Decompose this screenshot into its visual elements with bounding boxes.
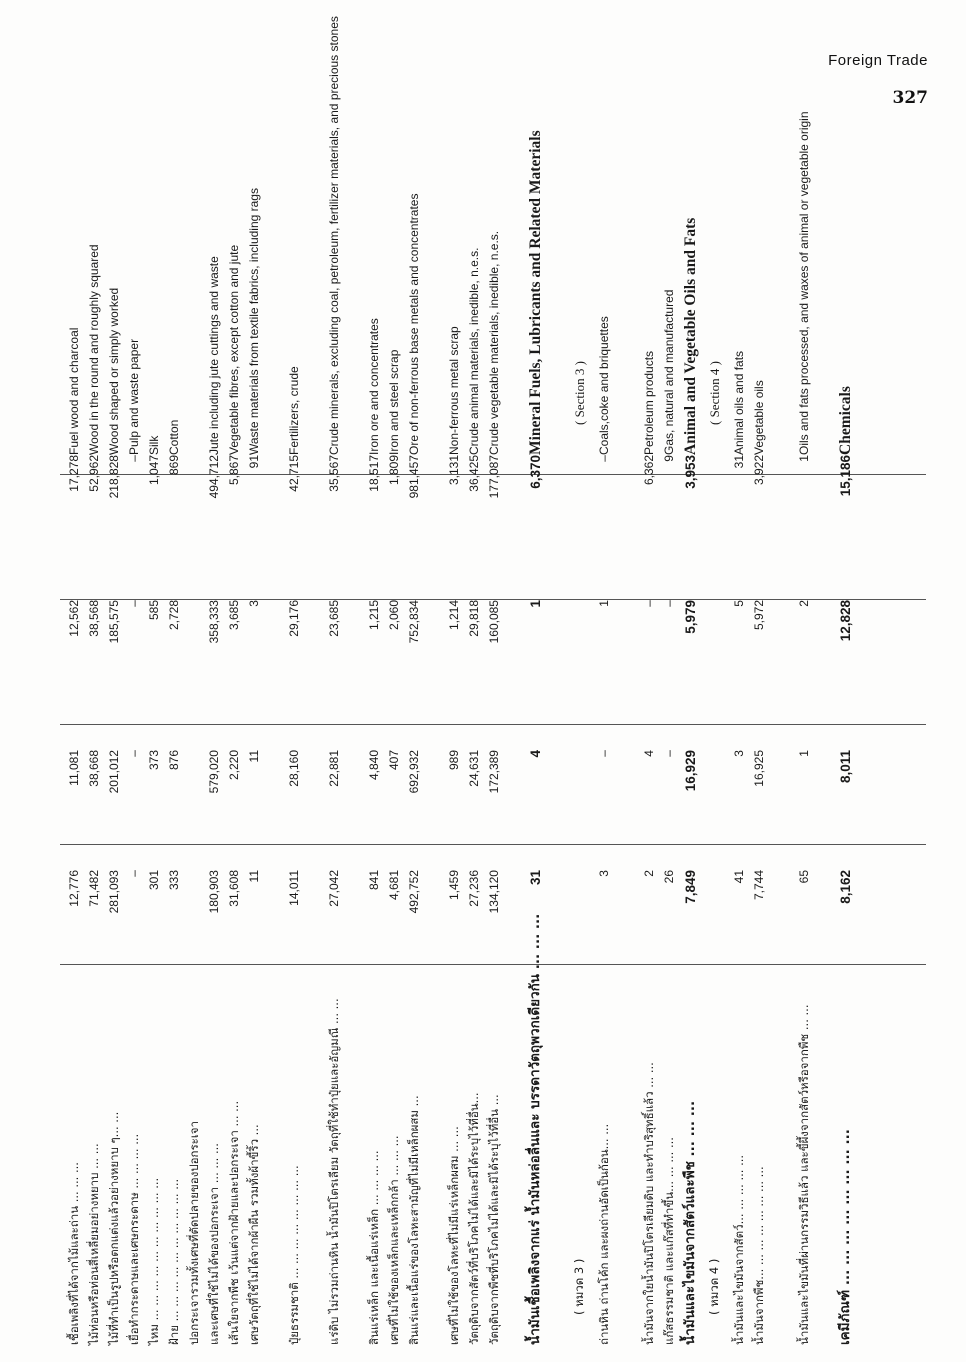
thai-label: ฝ้าย ... ... ... ... ... ... ... ... ... ... xyxy=(167,1178,181,1345)
thai-label: ( หมวด 3 ) xyxy=(572,1258,586,1315)
english-label: Wood shaped or simply worked xyxy=(107,287,121,455)
value-col-1: 27,236 xyxy=(467,870,481,907)
english-label: Vegetable fibres, except cotton and jute xyxy=(227,244,241,455)
english-label: Gas, natural and manufactured xyxy=(662,289,676,455)
table-row xyxy=(408,5,442,1345)
value-col-1: 4,681 xyxy=(387,870,401,901)
value-col-3: – xyxy=(127,600,141,607)
value-col-1: 180,903 xyxy=(207,870,221,914)
value-col-2: 4,840 xyxy=(367,750,381,781)
thai-label: แร่ดิบ ไม่รวมถ่านหิน น้ำมันปิโตรเลียม วัตถุที่ใช้ทำปุ๋ยและอัญมณี ... ... xyxy=(327,998,341,1345)
value-col-3: 1,214 xyxy=(447,600,461,631)
thai-label: น้ำมันเชื้อเพลิงจากแร่ น้ำมันหล่อลื่นและ บรรดาวัตถุพวกเดียวกัน ... ... ... xyxy=(527,913,543,1345)
value-col-4: – xyxy=(597,455,611,462)
value-col-3: 2,060 xyxy=(387,600,401,631)
value-col-3: 38,568 xyxy=(87,600,101,637)
english-label: Fertilizers, crude xyxy=(287,366,301,455)
value-col-2: 4 xyxy=(528,750,543,758)
value-col-2: – xyxy=(127,750,141,757)
value-col-4: 6,370 xyxy=(528,455,543,489)
english-label: ( Section 3 ) xyxy=(572,361,587,425)
value-col-1: 3 xyxy=(597,870,611,877)
value-col-4: 6,362 xyxy=(642,455,656,486)
value-col-2: – xyxy=(597,750,611,757)
table-row xyxy=(288,5,308,1345)
value-col-4: 15,186 xyxy=(838,455,853,497)
value-col-4: 3,131 xyxy=(447,455,461,486)
value-col-1: 11 xyxy=(247,870,261,883)
thai-label: ปอกระเจารวมทั้งเศษที่ตัดปลายของปอกระเจา xyxy=(187,1121,201,1345)
value-col-3: 1 xyxy=(528,600,543,608)
table-row xyxy=(528,5,568,1345)
table-row xyxy=(838,5,858,1345)
table-row xyxy=(683,5,703,1345)
value-col-2: 16,925 xyxy=(752,750,766,787)
value-col-3: 2,728 xyxy=(167,600,181,631)
value-col-1: 7,849 xyxy=(683,870,698,904)
value-col-4: 35,567 xyxy=(327,455,341,492)
table-row xyxy=(128,5,148,1345)
value-col-1: 333 xyxy=(167,870,181,891)
value-col-1: 134,120 xyxy=(487,870,501,914)
table-row xyxy=(488,5,508,1345)
english-label: Vegetable oils xyxy=(752,380,766,455)
value-col-4: 1 xyxy=(797,455,811,462)
value-col-3: 29,818 xyxy=(467,600,481,637)
english-label: Waste materials from textile fabrics, including rags xyxy=(247,188,261,455)
value-col-2: 8,011 xyxy=(838,750,853,784)
thai-label: น้ำมันจากพืช... ... ... ... ... ... ... ... xyxy=(752,1166,766,1345)
value-col-4: 5,867 xyxy=(227,455,241,486)
value-col-2: 201,012 xyxy=(107,750,121,794)
value-col-1: 281,093 xyxy=(107,870,121,914)
thai-label: สินแร่และเนื้อแร่ของโลหะสามัญที่ไม่มีเหล็กผสม ... xyxy=(407,1095,421,1345)
value-col-2: 16,929 xyxy=(683,750,698,792)
table-row xyxy=(708,5,728,1345)
value-col-2: 38,668 xyxy=(87,750,101,787)
value-col-1: 65 xyxy=(797,870,811,884)
thai-label: ( หมวด 4 ) xyxy=(707,1258,721,1315)
value-col-4: – xyxy=(127,455,141,462)
table-row xyxy=(368,5,388,1345)
english-label: Coals,coke and briquettes xyxy=(597,316,611,455)
table-row xyxy=(733,5,753,1345)
value-col-3: 12,562 xyxy=(67,600,81,637)
value-col-4: 3,922 xyxy=(752,455,766,486)
value-col-3: 358,333 xyxy=(207,600,221,644)
table-row xyxy=(108,5,128,1345)
english-label: Mineral Fuels, Lubricants and Related Materials xyxy=(527,130,544,455)
value-col-1: 841 xyxy=(367,870,381,891)
value-col-4: 31 xyxy=(732,455,746,469)
value-col-1: 14,011 xyxy=(287,870,301,906)
english-label: Silk xyxy=(147,435,161,455)
value-col-1: 12,776 xyxy=(67,870,81,907)
value-col-2: 579,020 xyxy=(207,750,221,794)
value-col-3: 1,215 xyxy=(367,600,381,631)
english-label: Animal oils and fats xyxy=(732,350,746,455)
value-col-4: 3,953 xyxy=(683,455,698,489)
value-col-3: 185,575 xyxy=(107,600,121,644)
value-col-1: 41 xyxy=(732,870,746,884)
value-col-3: – xyxy=(662,600,676,607)
thai-label: เส้นใยจากพืช เว้นแต่จากฝ้ายและปอกระเจา ... ... xyxy=(227,1100,241,1345)
value-col-1: 1,459 xyxy=(447,870,461,901)
table-row xyxy=(228,5,248,1345)
thai-label: และเศษที่ใช้ไม่ได้ของปอกระเจา ... ... ... xyxy=(207,1143,221,1345)
value-col-3: 1 xyxy=(597,600,611,607)
thai-label: น้ำมันและไขมันจากสัตว์และพืช ... ... ... xyxy=(682,1100,698,1345)
value-col-1: 8,162 xyxy=(838,870,853,904)
value-col-1: 26 xyxy=(662,870,676,884)
thai-label: ปุ๋ยธรรมชาติ ... ... ... ... ... ... ... ... xyxy=(287,1165,301,1345)
thai-label: สินแร่เหล็ก และเนื้อแร่เหล็ก ... ... ... ... xyxy=(367,1150,381,1345)
value-col-2: – xyxy=(662,750,676,757)
english-label: Cotton xyxy=(167,419,181,455)
table-row xyxy=(598,5,638,1345)
table-row xyxy=(88,5,108,1345)
value-col-1: 7,744 xyxy=(752,870,766,901)
page-number: 327 xyxy=(892,88,928,108)
value-col-2: 22,881 xyxy=(327,750,341,787)
value-col-4: 91 xyxy=(247,455,261,469)
value-col-3: 5,979 xyxy=(683,600,698,634)
table-row xyxy=(208,5,228,1345)
english-label: Animal and Vegetable Oils and Fats xyxy=(682,217,699,455)
thai-label: เยื่อทำกระดาษและเศษกระดาษ ... ... ... ... xyxy=(127,1133,141,1345)
value-col-2: 989 xyxy=(447,750,461,771)
table-row xyxy=(753,5,773,1345)
value-col-4: 1,809 xyxy=(387,455,401,486)
thai-label: น้ำมันจากใยน้ำมันปิโตรเลียมดิบ และทำบริสุทธิ์แล้ว ... ... xyxy=(642,1062,656,1345)
table-row xyxy=(798,5,832,1345)
value-col-3: 3,685 xyxy=(227,600,241,631)
value-col-3: 23,685 xyxy=(327,600,341,637)
trade-table xyxy=(60,5,926,1345)
value-col-4: 36,425 xyxy=(467,455,481,492)
value-col-3: 2 xyxy=(797,600,811,607)
value-col-4: 218,828 xyxy=(107,455,121,499)
english-label: ( Section 4 ) xyxy=(707,361,722,425)
thai-label: แก๊สธรรมชาติ และแก๊สที่ทำขึ้น... ... ... ... xyxy=(662,1137,676,1345)
value-col-3: 12,828 xyxy=(838,600,853,642)
value-col-4: 177,087 xyxy=(487,455,501,499)
value-col-2: 692,932 xyxy=(407,750,421,794)
value-col-4: 52,962 xyxy=(87,455,101,492)
english-label: Non-ferrous metal scrap xyxy=(447,326,461,455)
table-row xyxy=(68,5,88,1345)
thai-label: เคมีภัณฑ์ ... ... ... ... ... ... ... ... xyxy=(837,1129,853,1345)
value-col-4: 494,712 xyxy=(207,455,221,499)
value-col-2: 1 xyxy=(797,750,811,757)
english-label: Crude animal materials, inedible, n.e.s. xyxy=(467,247,481,455)
thai-label: ไม้ที่ทำเป็นรูปหรือตกแต่งแล้วอย่างหยาบ ๆ... ... xyxy=(107,1111,121,1345)
table-row xyxy=(388,5,408,1345)
value-col-1: 31 xyxy=(528,870,543,886)
value-col-2: 11 xyxy=(247,750,261,763)
value-col-2: 876 xyxy=(167,750,181,771)
table-row xyxy=(248,5,282,1345)
table-row xyxy=(643,5,663,1345)
value-col-4: 18,517 xyxy=(367,455,381,492)
value-col-2: 11,081 xyxy=(67,750,81,786)
value-col-2: 2,220 xyxy=(227,750,241,781)
value-col-4: 869 xyxy=(167,455,181,476)
value-col-2: 24,631 xyxy=(467,750,481,787)
english-label: Iron ore and concentrates xyxy=(367,318,381,455)
running-header-title: Foreign Trade xyxy=(828,52,928,69)
thai-label: เศษวัตถุที่ใช้ไม่ได้จากผ้าผืน รวมทั้งผ้าขี้ริ้ว ... xyxy=(247,1124,261,1345)
value-col-1: 71,482 xyxy=(87,870,101,907)
value-col-1: 27,042 xyxy=(327,870,341,907)
value-col-2: 407 xyxy=(387,750,401,771)
english-label: Ore of non-ferrous base metals and concentrates xyxy=(407,193,421,455)
table-row xyxy=(468,5,488,1345)
value-col-3: 5 xyxy=(732,600,746,607)
value-col-4: 42,715 xyxy=(287,455,301,492)
value-col-1: – xyxy=(127,870,141,877)
english-label: Crude minerals, excluding coal, petroleum, fertilizer materials, and precious stones xyxy=(327,16,341,455)
thai-label: น้ำมันและไขมันจากสัตว์... ... ... ... ... xyxy=(732,1154,746,1345)
thai-label: ถ่านหิน ถ่านโค้ก และผงถ่านอัดเป็นก้อน... ... xyxy=(597,1123,611,1345)
value-col-1: 2 xyxy=(642,870,656,877)
thai-label: น้ำมันและไขมันที่ผ่านกรรมวิธีแล้ว และขี้ผึ้งจากสัตว์หรือจากพืช ... ... xyxy=(797,1004,811,1345)
value-col-4: 9 xyxy=(662,455,676,462)
value-col-3: – xyxy=(642,600,656,607)
value-col-2: 28,160 xyxy=(287,750,301,787)
english-label: Wood in the round and roughly squared xyxy=(87,244,101,455)
value-col-2: 3 xyxy=(732,750,746,757)
value-col-4: 1,047 xyxy=(147,455,161,486)
english-label: Fuel wood and charcoal xyxy=(67,327,81,455)
english-label: Chemicals xyxy=(837,386,854,455)
value-col-3: 585 xyxy=(147,600,161,621)
thai-label: ไม้ท่อนหรือท่อนสี่เหลี่ยมอย่างหยาบ ... ... xyxy=(87,1143,101,1345)
english-label: Jute including jute cuttings and waste xyxy=(207,256,221,455)
english-label: Iron and steel scrap xyxy=(387,349,401,455)
value-col-2: 373 xyxy=(147,750,161,771)
english-label: Petroleum products xyxy=(642,350,656,455)
english-label: Oils and fats processed, and waxes of animal or vegetable origin xyxy=(797,111,811,455)
value-col-3: 160,085 xyxy=(487,600,501,644)
table-row xyxy=(168,5,188,1345)
value-col-3: 29,176 xyxy=(287,600,301,637)
value-col-4: 17,278 xyxy=(67,455,81,492)
thai-label: เชื้อเพลิงที่ได้จากไม้และถ่าน ... ... ... xyxy=(67,1162,81,1345)
value-col-3: 3 xyxy=(247,600,261,607)
table-row xyxy=(148,5,168,1345)
table-row xyxy=(188,5,208,1345)
value-col-1: 301 xyxy=(147,870,161,891)
thai-label: วัตถุดิบจากสัตว์ที่บริโภคไม่ได้และมิได้ระบุไว้ที่อื่น... xyxy=(467,1092,481,1345)
value-col-3: 5,972 xyxy=(752,600,766,631)
value-col-1: 31,608 xyxy=(227,870,241,907)
value-col-1: 492,752 xyxy=(407,870,421,914)
table-row xyxy=(328,5,362,1345)
value-col-4: 981,457 xyxy=(407,455,421,499)
value-col-2: 172,389 xyxy=(487,750,501,794)
thai-label: วัตถุดิบจากพืชที่บริโภคไม่ได้และมิได้ระบุไว้ที่อื่น ... xyxy=(487,1094,501,1345)
table-row xyxy=(663,5,683,1345)
english-label: Crude vegetable materials, inedible, n.e.s. xyxy=(487,230,501,455)
value-col-2: 4 xyxy=(642,750,656,757)
table-row xyxy=(573,5,593,1345)
english-label: Pulp and waste paper xyxy=(127,338,141,455)
thai-label: ไหม ... ... ... ... ... ... ... ... ... ... xyxy=(147,1177,161,1345)
thai-label: เศษที่ไม่ใช้ของโลหะที่ไม่มีแร่เหล็กผสม ... ... xyxy=(447,1126,461,1345)
table-row xyxy=(448,5,468,1345)
thai-label: เศษที่ไม่ใช้ของเหล็กและเหล็กกล้า ... ... ... xyxy=(387,1135,401,1345)
value-col-3: 752,834 xyxy=(407,600,421,644)
